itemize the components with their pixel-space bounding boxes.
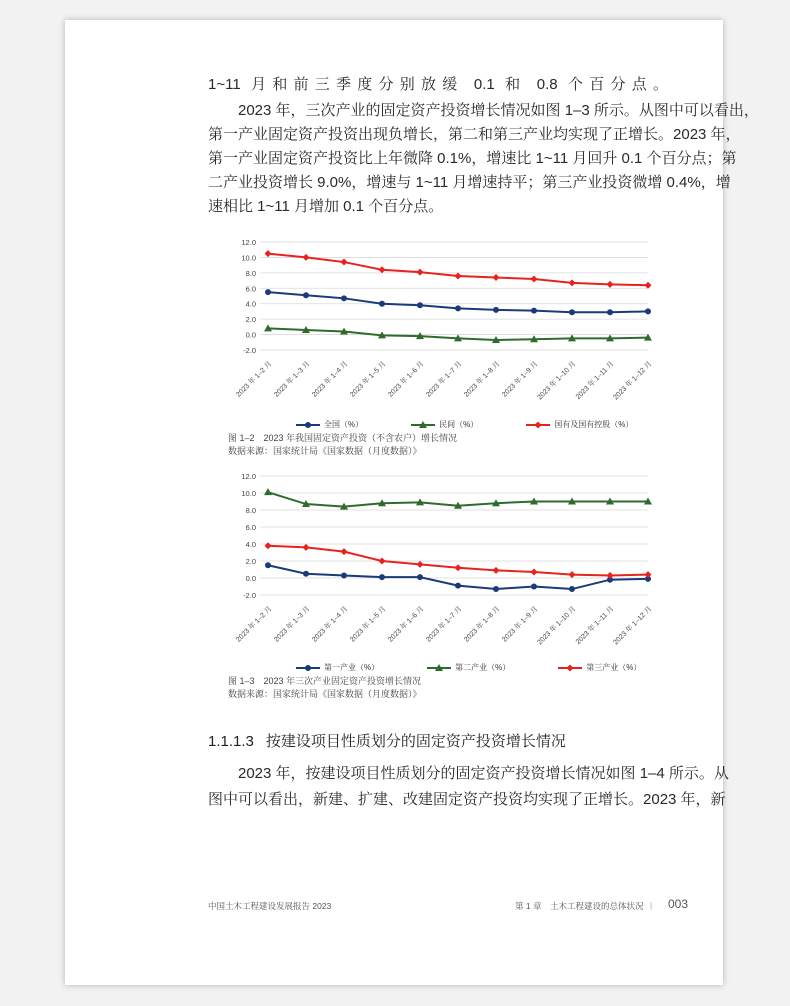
data-point xyxy=(645,308,651,314)
x-tick-label: 2023 年 1–10 月 xyxy=(536,360,578,402)
data-point xyxy=(455,583,461,589)
data-point xyxy=(455,305,461,311)
legend-label: 民间（%） xyxy=(439,420,479,429)
section-title: 按建设项目性质划分的固定资产投资增长情况 xyxy=(265,733,566,750)
chart1-legend xyxy=(296,419,633,430)
x-tick-label: 2023 年 1–5 月 xyxy=(349,360,388,399)
x-tick-label: 2023 年 1–11 月 xyxy=(574,360,616,402)
x-tick-label: 2023 年 1–6 月 xyxy=(387,360,426,399)
data-point xyxy=(417,561,424,568)
figure-caption: 图 1–3 2023 年三次产业固定资产投资增长情况 xyxy=(228,676,422,686)
body-line: 二产业投资增长 9.0%，增速与 1~11 月增速持平；第三产业投资微增 0.4%，增 xyxy=(208,174,731,191)
data-point xyxy=(379,558,386,565)
legend-label: 国有及国有控股（%） xyxy=(554,420,634,429)
body-line: 2023 年，按建设项目性质划分的固定资产投资增长情况如图 1–4 所示。从 xyxy=(238,765,729,782)
y-tick-label: 4.0 xyxy=(245,299,256,309)
x-tick-label: 2023 年 1–5 月 xyxy=(349,605,388,644)
footer-separator: | xyxy=(650,900,653,910)
legend-circle-icon xyxy=(296,421,320,429)
x-tick-label: 2023 年 1–7 月 xyxy=(425,605,464,644)
footer-chapter: 第 1 章 土木工程建设的总体状况 xyxy=(515,901,644,911)
legend-diamond-icon xyxy=(526,421,550,429)
data-point xyxy=(531,569,538,576)
data-point xyxy=(569,309,575,315)
figure-source: 数据来源：国家统计局《国家数据（月度数据）》 xyxy=(228,689,422,699)
chart2-legend xyxy=(296,662,641,673)
x-tick-label: 2023 年 1–11 月 xyxy=(574,605,616,647)
data-point xyxy=(569,571,576,578)
x-tick-label: 2023 年 1–8 月 xyxy=(463,360,502,399)
body-line: 第一产业固定资产投资出现负增长，第二和第三产业均实现了正增长。2023 年， xyxy=(208,126,741,143)
body-line: 1~11 月和前三季度分别放缓 0.1 和 0.8 个百分点。 xyxy=(208,76,668,93)
data-point xyxy=(455,564,462,571)
legend-triangle-icon xyxy=(427,664,451,672)
data-point xyxy=(531,584,537,590)
y-tick-label: 8.0 xyxy=(245,268,256,278)
data-point xyxy=(607,281,614,288)
data-point xyxy=(645,571,652,578)
legend-label: 第一产业（%） xyxy=(324,663,380,672)
body-line: 第一产业固定资产投资比上年微降 0.1%，增速比 1~11 月回升 0.1 个百分点；第 xyxy=(208,150,737,167)
x-tick-label: 2023 年 1–12 月 xyxy=(612,360,654,402)
data-point xyxy=(341,295,347,301)
body-line: 图中可以看出，新建、扩建、改建固定资产投资均实现了正增长。2023 年，新 xyxy=(208,791,726,808)
y-tick-label: 6.0 xyxy=(245,523,256,532)
legend-label: 第二产业（%） xyxy=(455,663,511,672)
data-point xyxy=(417,269,424,276)
body-line: 2023 年，三次产业的固定资产投资增长情况如图 1–3 所示。从图中可以看出， xyxy=(238,102,759,119)
data-point xyxy=(341,572,347,578)
data-point xyxy=(379,266,386,273)
x-tick-label: 2023 年 1–3 月 xyxy=(273,605,312,644)
y-tick-label: 10.0 xyxy=(241,489,256,498)
data-point xyxy=(569,279,576,286)
y-tick-label: 12.0 xyxy=(241,472,256,481)
y-tick-label: 0.0 xyxy=(245,330,256,340)
x-tick-label: 2023 年 1–3 月 xyxy=(273,360,312,399)
y-tick-label: 10.0 xyxy=(241,253,256,263)
data-point xyxy=(303,571,309,577)
data-point xyxy=(379,301,385,307)
x-tick-label: 2023 年 1–8 月 xyxy=(463,605,502,644)
x-tick-label: 2023 年 1–6 月 xyxy=(387,605,426,644)
y-tick-label: -2.0 xyxy=(243,346,256,355)
data-point xyxy=(265,250,272,257)
y-tick-label: 12.0 xyxy=(241,238,256,247)
x-tick-label: 2023 年 1–12 月 xyxy=(612,605,654,647)
figure-source: 数据来源：国家统计局《国家数据（月度数据）》 xyxy=(228,446,422,456)
data-point xyxy=(265,289,271,295)
data-point xyxy=(455,272,462,279)
data-point xyxy=(645,282,652,289)
data-point xyxy=(341,259,348,266)
data-point xyxy=(303,254,310,261)
y-tick-label: 6.0 xyxy=(245,284,256,294)
figure-caption: 图 1–2 2023 年我国固定资产投资（不含农户）增长情况 xyxy=(228,433,458,443)
legend-label: 第三产业（%） xyxy=(586,663,642,672)
chart-three-industries-investment xyxy=(220,468,660,658)
data-point xyxy=(569,586,575,592)
data-point xyxy=(303,292,309,298)
x-tick-label: 2023 年 1–9 月 xyxy=(501,360,540,399)
y-tick-label: -2.0 xyxy=(243,591,256,600)
series-line xyxy=(268,254,648,286)
data-point xyxy=(265,562,271,568)
data-point xyxy=(493,274,500,281)
legend-diamond-icon xyxy=(558,664,582,672)
y-tick-label: 2.0 xyxy=(245,557,256,566)
section-heading xyxy=(208,730,566,751)
footer-book-title: 中国土木工程建设发展报告 2023 xyxy=(208,901,332,911)
body-line: 速相比 1~11 月增加 0.1 个百分点。 xyxy=(208,198,444,215)
y-tick-label: 2.0 xyxy=(245,315,256,325)
legend-circle-icon xyxy=(296,664,320,672)
data-point xyxy=(264,488,272,495)
data-point xyxy=(493,567,500,574)
y-tick-label: 0.0 xyxy=(245,574,256,583)
data-point xyxy=(341,548,348,555)
chart-fixed-asset-investment xyxy=(220,235,660,415)
data-point xyxy=(303,544,310,551)
x-tick-label: 2023 年 1–4 月 xyxy=(311,605,350,644)
data-point xyxy=(607,309,613,315)
page-number: 003 xyxy=(668,897,689,911)
x-tick-label: 2023 年 1–7 月 xyxy=(425,360,464,399)
data-point xyxy=(417,302,423,308)
y-tick-label: 4.0 xyxy=(245,540,256,549)
x-tick-label: 2023 年 1–10 月 xyxy=(536,605,578,647)
x-tick-label: 2023 年 1–2 月 xyxy=(235,605,274,644)
section-number: 1.1.1.3 xyxy=(208,733,254,750)
data-point xyxy=(265,542,272,549)
data-point xyxy=(493,586,499,592)
legend-label: 全国（%） xyxy=(324,420,364,429)
legend-triangle-icon xyxy=(411,421,435,429)
x-tick-label: 2023 年 1–2 月 xyxy=(235,360,274,399)
data-point xyxy=(379,574,385,580)
y-tick-label: 8.0 xyxy=(245,506,256,515)
data-point xyxy=(531,276,538,283)
data-point xyxy=(531,308,537,314)
data-point xyxy=(417,574,423,580)
data-point xyxy=(493,307,499,313)
x-tick-label: 2023 年 1–4 月 xyxy=(311,360,350,399)
x-tick-label: 2023 年 1–9 月 xyxy=(501,605,540,644)
